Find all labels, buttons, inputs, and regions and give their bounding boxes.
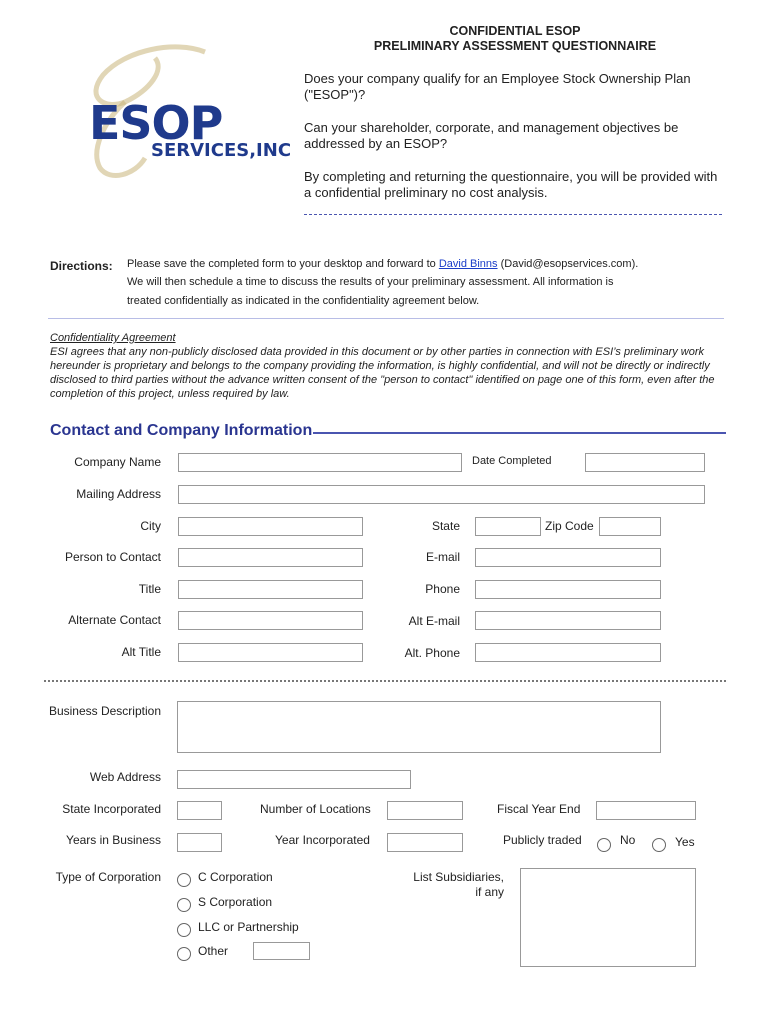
subsidiaries-input[interactable] xyxy=(520,868,696,967)
date-completed-label: Date Completed xyxy=(472,455,552,467)
publicly-traded-yes-radio[interactable] xyxy=(652,838,666,852)
state-incorporated-input[interactable] xyxy=(177,801,222,820)
zip-code-input[interactable] xyxy=(599,517,661,536)
number-of-locations-input[interactable] xyxy=(387,801,463,820)
city-input[interactable] xyxy=(178,517,363,536)
title-label: Title xyxy=(138,582,161,596)
directions-line-1 xyxy=(127,255,727,273)
other-input[interactable] xyxy=(253,942,310,960)
publicly-traded-no-label: No xyxy=(620,833,636,847)
llc-partnership-radio[interactable] xyxy=(177,923,191,937)
alt-phone-input[interactable] xyxy=(475,643,661,662)
email-label: E-mail xyxy=(425,550,460,564)
david-binns-link[interactable]: David Binns xyxy=(438,258,498,270)
publicly-traded-label: Publicly traded xyxy=(503,833,582,847)
years-in-business-input[interactable] xyxy=(177,833,222,852)
other-label: Other xyxy=(198,944,229,958)
type-of-corporation-label: Type of Corporation xyxy=(55,870,161,884)
section-title-line xyxy=(313,432,726,434)
llc-partnership-label: LLC or Partnership xyxy=(198,920,299,934)
subsidiaries-label-line2: if any xyxy=(475,885,504,899)
alternate-contact-label: Alternate Contact xyxy=(68,613,161,627)
fiscal-year-end-input[interactable] xyxy=(596,801,696,820)
s-corporation-radio[interactable] xyxy=(177,898,191,912)
directions-label: Directions: xyxy=(50,259,113,273)
alt-email-input[interactable] xyxy=(475,611,661,630)
c-corporation-label: C Corporation xyxy=(198,870,273,884)
mailing-address-input[interactable] xyxy=(178,485,705,504)
person-to-contact-label: Person to Contact xyxy=(64,550,161,564)
confidentiality-body: ESI agrees that any non-publicly disclosed data provided in this document or by other parties in connection with ESI’s preliminary work hereunder is proprietary and belongs to the company providing the information, is highly confidential, and will not be directly or indirectly disclosed to third parties without the advance written consent of the "person to contact" identified on page one of this form, even after the completion of this project, unless required by law. xyxy=(50,346,715,400)
alt-title-label: Alt Title xyxy=(121,645,161,659)
state-label: State xyxy=(431,519,460,533)
number-of-locations-label: Number of Locations xyxy=(260,802,371,816)
publicly-traded-yes-label: Yes xyxy=(675,835,695,849)
date-completed-input[interactable] xyxy=(585,453,705,472)
alt-phone-label: Alt. Phone xyxy=(404,646,460,660)
directions-divider xyxy=(48,318,724,319)
doc-title-line1: CONFIDENTIAL ESOP xyxy=(449,24,581,38)
directions-line-3: treated confidentially as indicated in the confidentiality agreement below. xyxy=(127,295,480,307)
directions-line-2: We will then schedule a time to discuss the results of your preliminary assessment. All information is xyxy=(127,276,614,288)
city-label: City xyxy=(140,519,161,533)
person-to-contact-input[interactable] xyxy=(178,548,363,567)
directions-line-1-post: (David@esopservices.com). xyxy=(497,258,639,270)
zip-code-label: Zip Code xyxy=(545,519,594,533)
company-name-input[interactable] xyxy=(178,453,462,472)
web-address-input[interactable] xyxy=(177,770,411,789)
business-description-input[interactable] xyxy=(177,701,661,753)
years-in-business-label: Years in Business xyxy=(66,833,161,847)
directions-text xyxy=(127,255,727,310)
other-radio[interactable] xyxy=(177,947,191,961)
email-input[interactable] xyxy=(475,548,661,567)
state-input[interactable] xyxy=(475,517,541,536)
subsidiaries-label-line1: List Subsidiaries, xyxy=(413,870,504,884)
c-corporation-radio[interactable] xyxy=(177,873,191,887)
doc-title-line2: PRELIMINARY ASSESSMENT QUESTIONNAIRE xyxy=(373,39,657,53)
state-incorporated-label: State Incorporated xyxy=(62,802,161,816)
year-incorporated-input[interactable] xyxy=(387,833,463,852)
intro-question-2: Can your shareholder, corporate, and management objectives be addressed by an ESOP? xyxy=(304,120,679,151)
business-description-label: Business Description xyxy=(48,704,161,718)
company-logo xyxy=(55,40,290,185)
confidentiality-title: Confidentiality Agreement xyxy=(50,332,176,344)
alternate-contact-input[interactable] xyxy=(178,611,363,630)
year-incorporated-label: Year Incorporated xyxy=(275,833,370,847)
mailing-address-label: Mailing Address xyxy=(76,487,161,501)
title-input[interactable] xyxy=(178,580,363,599)
company-name-label: Company Name xyxy=(74,455,161,469)
alt-email-label: Alt E-mail xyxy=(408,614,460,628)
phone-input[interactable] xyxy=(475,580,661,599)
publicly-traded-no-radio[interactable] xyxy=(597,838,611,852)
logo-sub-text: SERVICES,INC xyxy=(151,140,292,161)
logo-brand-text: ESOP xyxy=(89,96,223,150)
section-title: Contact and Company Information xyxy=(50,422,313,439)
fiscal-year-end-label: Fiscal Year End xyxy=(497,802,581,816)
intro-underline xyxy=(304,214,722,215)
directions-line-1-pre: Please save the completed form to your desktop and forward to xyxy=(127,258,439,270)
dotted-divider xyxy=(44,680,726,682)
alt-title-input[interactable] xyxy=(178,643,363,662)
intro-question-1: Does your company qualify for an Employee Stock Ownership Plan ("ESOP")? xyxy=(304,71,691,102)
intro-question-3: By completing and returning the questionnaire, you will be provided with a confidential preliminary no cost analysis. xyxy=(304,169,718,200)
web-address-label: Web Address xyxy=(89,770,161,784)
phone-label: Phone xyxy=(425,582,460,596)
s-corporation-label: S Corporation xyxy=(198,895,273,909)
